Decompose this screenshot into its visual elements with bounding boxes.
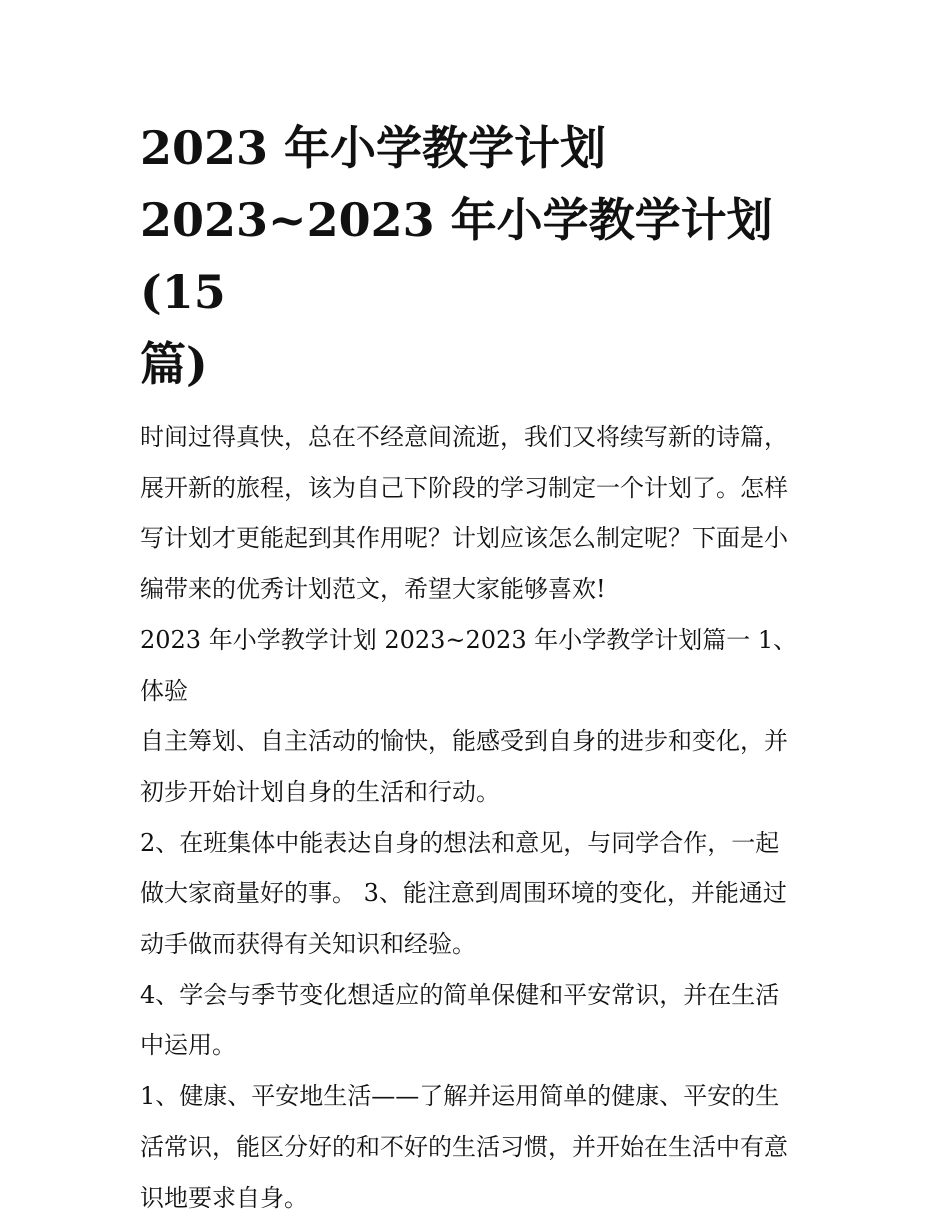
document-page [140, 112, 820, 1223]
text-line: 活常识，能区分好的和不好的生活习惯，并开始在生活中有意 [140, 1132, 788, 1161]
text-line: 做大家商量好的事。 3、能注意到周围环境的变化，并能通过 [140, 879, 787, 908]
title-line: 2023~2023 年小学教学计划(15 [140, 193, 773, 319]
text-line: 2、在班集体中能表达自身的想法和意见，与同学合作，一起 [140, 828, 780, 857]
title-line: 篇) [140, 337, 208, 391]
paragraph [140, 818, 820, 970]
paragraph [140, 615, 820, 818]
text-line: 2023 年小学教学计划 2023~2023 年小学教学计划篇一 1、体验 [140, 625, 798, 705]
text-line: 自主筹划、自主活动的愉快，能感受到自身的进步和变化，并 [140, 727, 788, 756]
text-line: 编带来的优秀计划范文，希望大家能够喜欢! [140, 575, 606, 604]
title-line: 2023 年小学教学计划 [140, 121, 607, 175]
intro-paragraph [140, 412, 820, 615]
text-line: 初步开始计划自身的生活和行动。 [140, 777, 500, 806]
document-title [140, 112, 820, 400]
text-line: 1、健康、平安地生活——了解并运用简单的健康、平安的生 [140, 1082, 780, 1111]
text-line: 时间过得真快，总在不经意间流逝，我们又将续写新的诗篇， [140, 423, 788, 451]
text-line: 识地要求自身。 [140, 1183, 308, 1212]
text-line: 写计划才更能起到其作用呢？计划应该怎么制定呢？下面是小 [140, 524, 788, 553]
text-line: 展开新的旅程，该为自己下阶段的学习制定一个计划了。怎样 [140, 473, 788, 502]
text-line: 中运用。 [140, 1031, 236, 1060]
text-line: 4、学会与季节变化想适应的简单保健和平安常识，并在生活 [140, 980, 780, 1009]
text-line: 动手做而获得有关知识和经验。 [140, 930, 476, 959]
document-body [140, 412, 820, 1223]
paragraph [140, 970, 820, 1071]
paragraph [140, 1071, 820, 1223]
